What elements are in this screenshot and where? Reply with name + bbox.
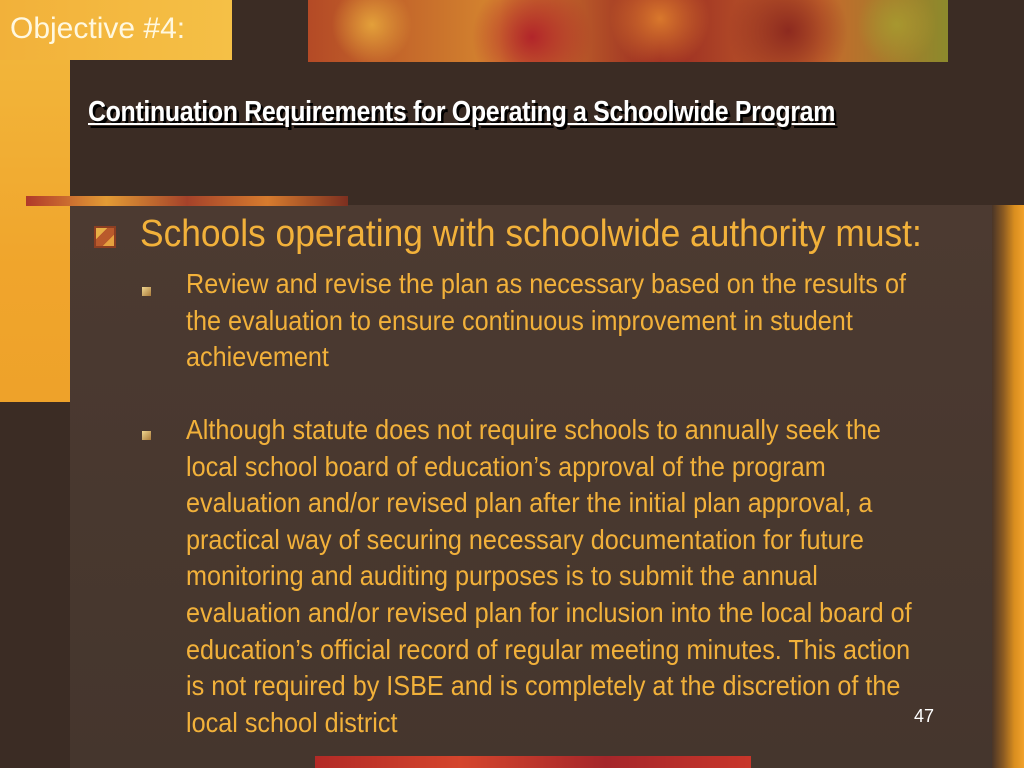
- sub-bullet-2-line: Although statute does not require schools to annually seek the: [186, 414, 881, 445]
- sub-bullet-2-line: monitoring and auditing purposes is to submit the annual: [186, 560, 818, 592]
- sub-bullet-1-line: Review and revise the plan as necessary based on the results of: [186, 268, 907, 299]
- small-bullet-icon: [142, 287, 151, 296]
- sub-bullet-2-line: evaluation and/or revised plan for inclusion into the local board of: [186, 596, 912, 628]
- small-bullet-icon: [142, 431, 151, 440]
- decorative-texture-banner: [308, 0, 948, 62]
- sub-bullet-2-line: practical way of securing necessary documentation for future: [186, 523, 864, 555]
- left-orange-bar: [0, 60, 70, 402]
- page-number: 47: [914, 706, 935, 726]
- sub-bullet-2-line: local school board of education’s approval of the program: [186, 450, 826, 482]
- decorative-texture-strip: [26, 196, 348, 206]
- sub-bullet-2-line: local school district: [186, 706, 398, 738]
- slide-title: Continuation Requirements for Operating a Schoolwide Program: [88, 96, 836, 128]
- sub-bullet-1-line: achievement: [186, 341, 329, 373]
- square-bullet-icon: [94, 226, 116, 248]
- sub-bullet-2-line: is not required by ISBE and is completely at the discretion of the: [186, 670, 901, 702]
- right-orange-edge: [992, 205, 1024, 768]
- sub-bullet-1-line: the evaluation to ensure continuous improvement in student: [186, 304, 853, 336]
- decorative-bottom-strip: [315, 756, 751, 768]
- sub-bullet-2-line: education’s official record of regular meeting minutes. This action: [186, 633, 911, 665]
- sub-bullet-1: [186, 266, 996, 376]
- sub-bullet-2-line: evaluation and/or revised plan after the initial plan approval, a: [186, 487, 873, 519]
- main-bullet-text: Schools operating with schoolwide authority must:: [140, 213, 922, 255]
- sub-bullet-2: [186, 412, 996, 741]
- objective-label: Objective #4:: [0, 0, 232, 60]
